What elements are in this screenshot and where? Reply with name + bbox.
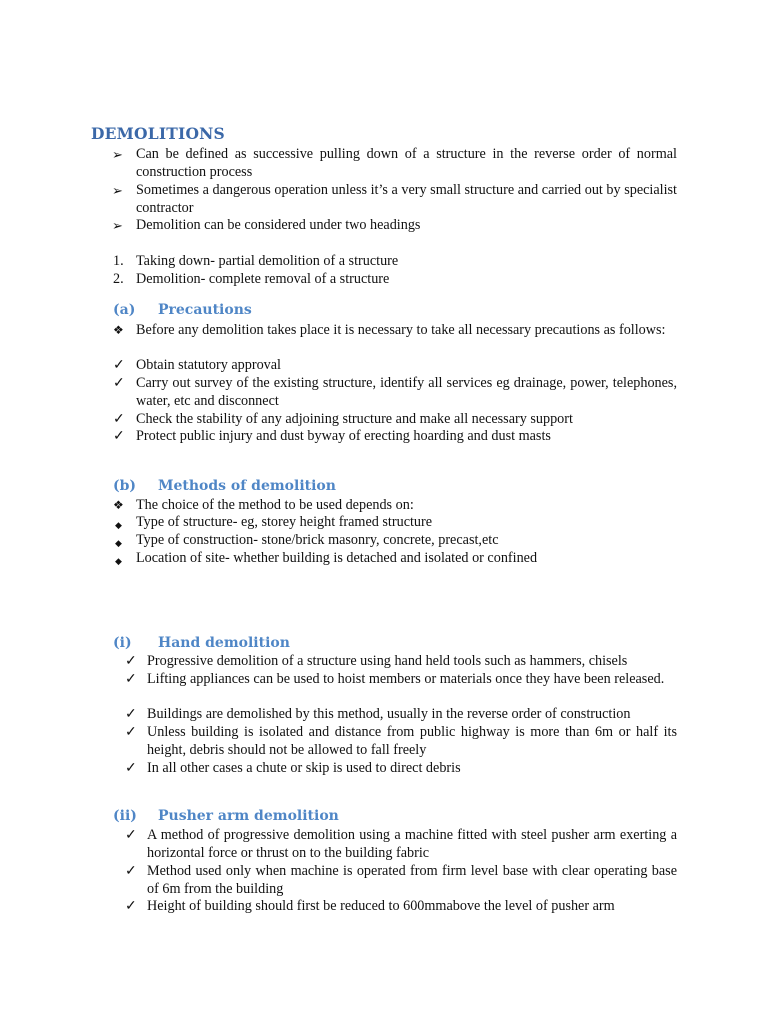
- check-icon: ✓: [125, 864, 137, 879]
- section-title: Methods of demolition: [158, 478, 336, 494]
- item-number: 2.: [113, 271, 124, 287]
- section-label: (a): [113, 302, 136, 318]
- diamond-bullet-icon: ❖: [113, 323, 124, 337]
- section-title: Hand demolition: [158, 635, 290, 651]
- section-title: Precautions: [158, 302, 252, 318]
- dot-bullet-icon: ◆: [115, 538, 122, 548]
- item-text: Demolition- complete removal of a structure: [136, 271, 390, 287]
- check-icon: ✓: [113, 412, 125, 427]
- arrow-bullet-icon: ➢: [112, 218, 123, 233]
- section-label: (b): [113, 478, 137, 494]
- check-icon: ✓: [125, 725, 137, 740]
- arrow-bullet-icon: ➢: [112, 147, 123, 162]
- check-icon: ✓: [125, 672, 137, 687]
- section-title: Pusher arm demolition: [158, 808, 339, 824]
- diamond-bullet-icon: ❖: [113, 498, 124, 512]
- section-label: (ii): [113, 808, 137, 824]
- dot-bullet-icon: ◆: [115, 520, 122, 530]
- check-icon: ✓: [113, 358, 125, 373]
- item-number: 1.: [113, 253, 124, 269]
- page-title: DEMOLITIONS: [91, 124, 225, 143]
- check-icon: ✓: [125, 761, 137, 776]
- check-icon: ✓: [113, 376, 125, 391]
- arrow-bullet-icon: ➢: [112, 183, 123, 198]
- section-label: (i): [113, 635, 132, 651]
- document-page: DEMOLITIONS ➢ Can be defined as successive pulling down of a structure in the reverse order of normal construction process ➢ Sometimes a dangerous operation unless it’s a very small structure and carried out by specialist contractor ➢ Demolition can be considered under two headings 1. Taking down- partial demolition of a structure 2. Demolition- complete removal of a structure (a) Precautions ❖ Before any demolition takes place it is necessary to take all necessary precautions as follows: ✓ Obtain statutory approval ✓ Carry out survey of the existing structure, identify all services eg drainage, power, telephones, water, etc and disconnect ✓ Check the stability of any adjoining structure and make all necessary support ✓ Protect public injury and dust byway of erecting hoarding and dust masts (b) Methods of demolition ❖ The choice of the method to be used depends on: ◆ Type of structure- eg, storey height framed structure ◆ Type of construction- stone/brick masonry, concrete, precast,etc ◆ Location of site- whether building is detached and isolated or confined (i) Hand demolition ✓ Progressive demolition of a structure using hand held tools such as hammers, chisels ✓ Lifting appliances can be used to hoist members or materials once they have been released. ✓ Buildings are demolished by this method, usually in the reverse order of construction ✓ Unless building is isolated and distance from public highway is more than 6m or half its height, debris should not be allowed to fall freely ✓ In all other cases a chute or skip is used to direct debris (ii) Pusher arm demolition ✓ A method of progressive demolition using a machine fitted with steel pusher arm exerting a horizontal force or thrust on to the building fabric ✓ Method used only when machine is operated from firm level base with clear operating base of 6m from the building ✓ Height of building should first be reduced to 600mmabove the level of pusher arm: [91, 124, 677, 914]
- check-icon: ✓: [125, 899, 137, 914]
- check-icon: ✓: [125, 828, 137, 843]
- check-icon: ✓: [125, 654, 137, 669]
- item-text: Taking down- partial demolition of a structure: [136, 253, 399, 269]
- dot-bullet-icon: ◆: [115, 556, 122, 566]
- check-icon: ✓: [125, 707, 137, 722]
- check-icon: ✓: [113, 429, 125, 444]
